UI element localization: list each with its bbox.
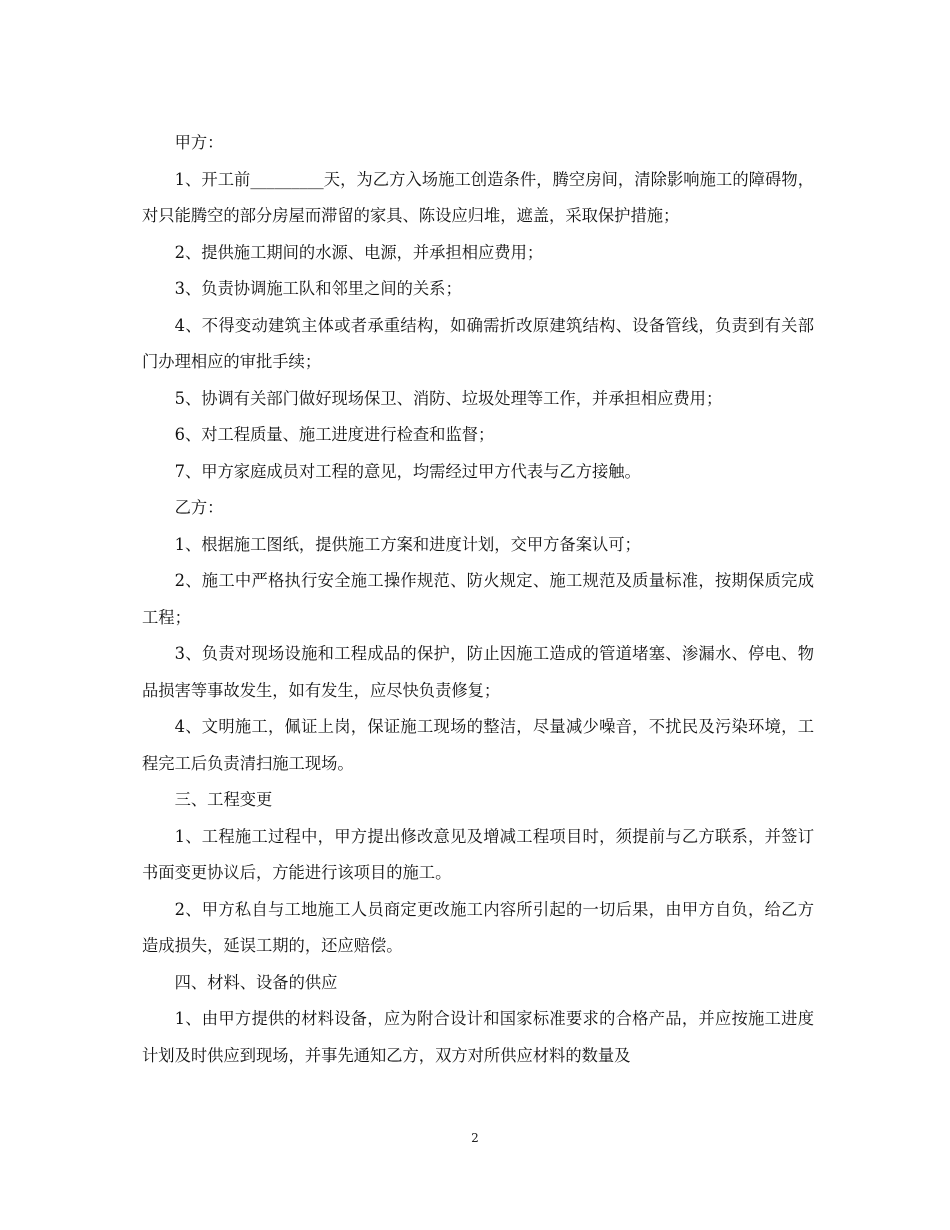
paragraph-changes-item-1: 1、工程施工过程中，甲方提出修改意见及增减工程项目时，须提前与乙方联系，并签订书面变更协议后，方能进行该项目的施工。 — [142, 826, 814, 882]
paragraph-party-a-item-6: 6、对工程质量、施工进度进行检查和监督； — [174, 425, 495, 444]
paragraph-party-a-item-5: 5、协调有关部门做好现场保卫、消防、垃圾处理等工作，并承担相应费用； — [174, 388, 723, 408]
paragraph-materials-item-1: 1、由甲方提供的材料设备，应为附合设计和国家标准要求的合格产品，并应按施工进度计划及时供应到现场，并事先通知乙方，双方对所供应材料的数量及 — [142, 1009, 814, 1065]
paragraph-party-a-item-4: 4、不得变动建筑主体或者承重结构，如确需折改原建筑结构、设备管线，负责到有关部门办理相应的审批手续； — [142, 315, 814, 371]
paragraph-party-a-item-1: 1、开工前_________天，为乙方入场施工创造条件，腾空房间，清除影响施工的障碍物，对只能腾空的部分房屋而滞留的家具、陈设应归堆，遮盖，采取保护措施； — [142, 169, 814, 225]
paragraph-party-a-item-2: 2、提供施工期间的水源、电源，并承担相应费用； — [174, 242, 544, 262]
section-heading-changes: 三、工程变更 — [174, 790, 273, 809]
paragraph-party-b-item-4: 4、文明施工，佩证上岗，保证施工现场的整洁，尽量减少噪音，不扰民及污染环境，工程完工后负责清扫施工现场。 — [142, 717, 814, 773]
paragraph-party-b-item-1: 1、根据施工图纸，提供施工方案和进度计划，交甲方备案认可； — [174, 534, 641, 554]
paragraph-party-b-item-2: 2、施工中严格执行安全施工操作规范、防火规定、施工规范及质量标准，按期保质完成工程； — [142, 571, 814, 627]
paragraph-party-a-item-3: 3、负责协调施工队和邻里之间的关系； — [174, 279, 462, 298]
paragraph-party-a-item-7: 7、甲方家庭成员对工程的意见，均需经过甲方代表与乙方接触。 — [174, 461, 641, 481]
paragraph-changes-item-2: 2、甲方私自与工地施工人员商定更改施工内容所引起的一切后果，由甲方自负，给乙方造成损失，延误工期的，还应赔偿。 — [142, 899, 814, 955]
document-body — [142, 125, 814, 1074]
paragraph-party-b-item-3: 3、负责对现场设施和工程成品的保护，防止因施工造成的管道堵塞、渗漏水、停电、物品损害等事故发生，如有发生，应尽快负责修复； — [142, 644, 814, 700]
section-heading-materials: 四、材料、设备的供应 — [174, 972, 338, 992]
paragraph-party-a-heading: 甲方： — [174, 133, 224, 152]
page-number: 2 — [471, 1131, 479, 1145]
paragraph-party-b-heading: 乙方： — [174, 498, 224, 517]
